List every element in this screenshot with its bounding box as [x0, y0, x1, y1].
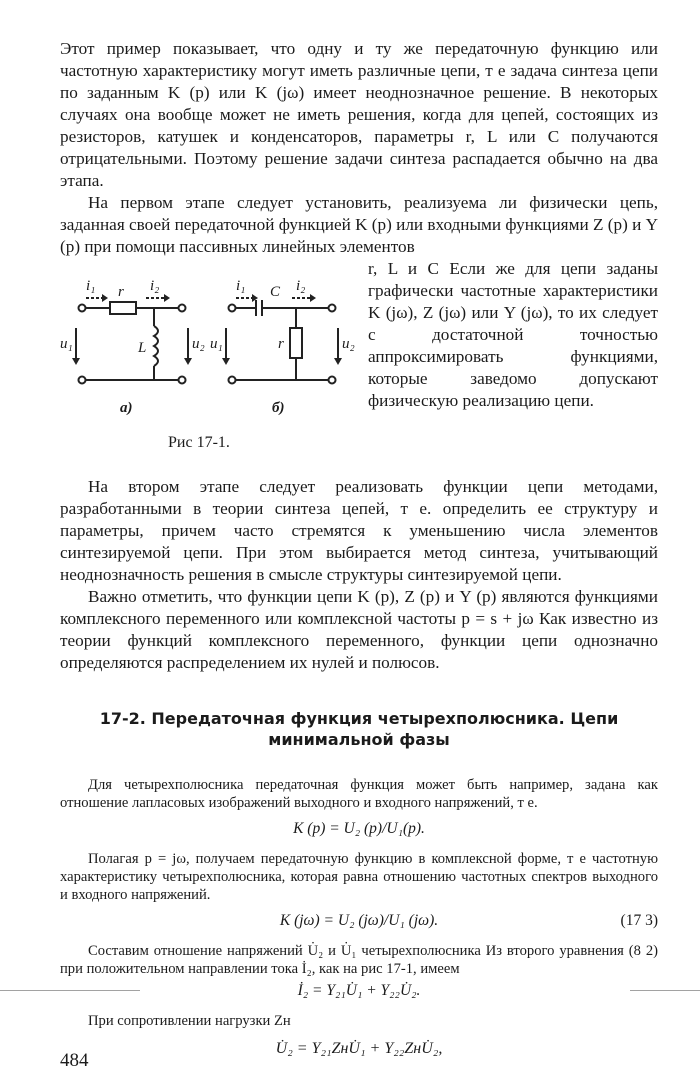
page-rule [0, 990, 700, 991]
small-paragraph-3: Составим отношение напряжений U̇₂ и U̇₁ четырехполюсника Из второго уравнения (8 2) при положительном направлении тока İ₂, как на рис 17-1, имеем [60, 943, 658, 977]
small-paragraph-4: При сопротивлении нагрузки Zн [88, 1013, 291, 1029]
label-u1-a: u₁ [60, 336, 73, 352]
paragraph-2: На первом этапе следует установить, реализуема ли физически цепь, заданная своей передаточной функцией K (p) или входными функциями Z (p) и Y (p) при помощи пассивных линейных элементов [60, 193, 658, 256]
formula-1 [60, 820, 658, 838]
label-r-b: r [278, 336, 284, 352]
paragraph-1: Этот пример показывает, что одну и ту же передаточную функцию или частотную характеристику могут иметь различные цепи, т е задача синтеза цепи по заданным K (p) или K (jω) имеет неоднозначное решение. В некоторых случаях она вообще может не иметь решения, когда для цепей, состоящих из резисторов, катушек и конденсаторов, параметры r, L или C получаются отрицательными. Поэтому решение задачи синтеза распадается обычно на два этапа. [60, 39, 658, 190]
label-u2-a: u₂ [192, 336, 205, 352]
formula-2-number: (17 3) [620, 912, 658, 929]
figure-17-1 [60, 262, 360, 462]
formula-4-text: U̇₂ = Y₂₁ZнU̇₁ + Y₂₂ZнU̇₂, [275, 1040, 443, 1057]
label-i2-a: i₂ [150, 278, 160, 294]
paragraph-2-continued: r, L и C Если же для цепи заданы графически частотные характеристики K (jω), Z (jω) или Y (jω), то их следует с достаточной точностью аппроксимировать функциями, которые заведомо допускают физическую реализацию цепи. [368, 259, 658, 410]
formula-1-text: K (p) = U₂ (p)/U₁(p). [293, 820, 425, 837]
figure-side-text [368, 258, 658, 412]
label-b: б) [272, 400, 285, 416]
label-u1-b: u₁ [210, 336, 223, 352]
small-paragraph-1: Для четырехполюсника передаточная функция может быть например, задана как отношение лапласовых изображений выходного и входного напряжений, т е. [60, 777, 658, 811]
label-i1-a: i₁ [86, 278, 96, 294]
page-content [60, 38, 658, 1058]
label-u2-b: u₂ [342, 336, 355, 352]
label-L-a: L [138, 340, 147, 356]
figure-caption: Рис 17-1. [168, 434, 230, 451]
figure-wrap-area [60, 258, 658, 476]
label-a: а) [120, 400, 133, 416]
formula-4 [60, 1040, 658, 1058]
section-heading: 17-2. Передаточная функция четырехполюсника. Цепи минимальной фазы [99, 709, 619, 749]
paragraph-3: На втором этапе следует реализовать функции цепи методами, разработанными в теории синтеза цепей, т е. определить ее структуру и параметры, причем часто стремятся к уменьшению числа элементов синтезируемой цепи. При этом выбирается метод синтеза, учитывающий неоднозначность решения в смысле структуры синтезируемой цепи. [60, 477, 658, 584]
label-i1-b: i₁ [236, 278, 246, 294]
label-C-b: C [270, 284, 281, 300]
paragraph-4: Важно отметить, что функции цепи K (p), Z (p) и Y (p) являются функциями комплексного переменного или комплексной частоты p = s + jω Как известно из теории функций комплексного переменного, функции цепи однозначно определяются распределением их нулей и полюсов. [60, 587, 658, 672]
page-number: 484 [60, 1050, 89, 1071]
formula-2 [60, 912, 658, 930]
formula-3-text: İ₂ = Y₂₁U̇₁ + Y₂₂U̇₂. [297, 982, 421, 999]
label-r-a: r [118, 284, 124, 300]
formula-3 [60, 982, 658, 1000]
small-paragraph-2: Полагая p = jω, получаем передаточную функцию в комплексной форме, т е частотную характеристику четырехполюсника, которая равна отношению частотных спектров выходного и входного напряжений. [60, 851, 658, 903]
circuit-diagrams [60, 262, 360, 432]
label-i2-b: i₂ [296, 278, 306, 294]
formula-2-text: K (jω) = U₂ (jω)/U₁ (jω). [279, 912, 439, 929]
